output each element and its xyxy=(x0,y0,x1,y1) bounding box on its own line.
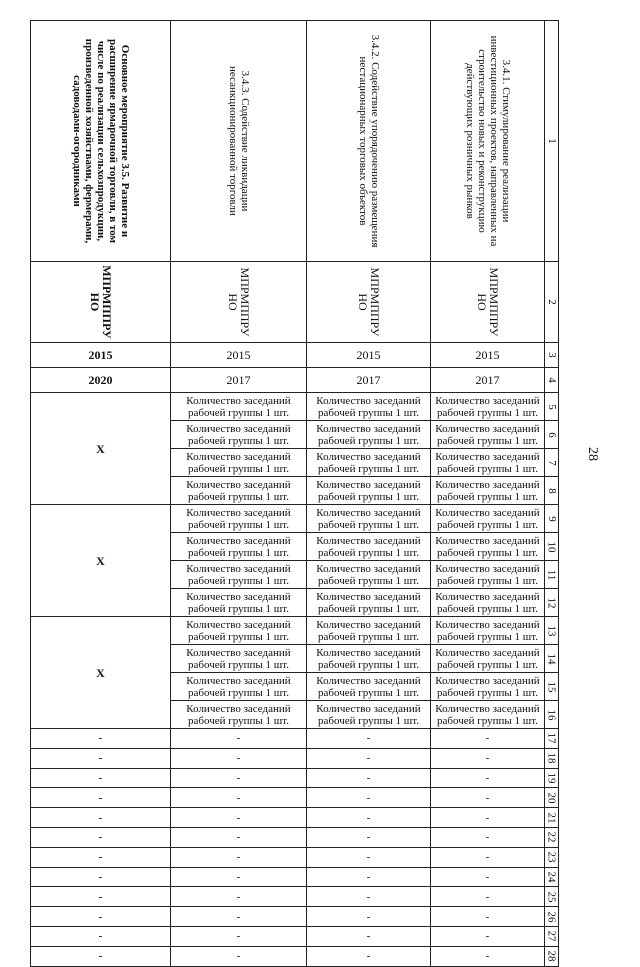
start-date-cell: 2015 xyxy=(307,343,431,368)
agency-text: МПРМППРУ НО xyxy=(355,267,382,337)
indicator-cell: Количество заседаний рабочей группы 1 шт. xyxy=(171,561,307,589)
row-number xyxy=(545,673,559,701)
dash-cell: - xyxy=(171,748,307,768)
title-cell xyxy=(171,21,307,262)
end-date-cell: 2017 xyxy=(431,368,545,393)
column-number xyxy=(545,368,559,393)
indicator-cell: Количество заседаний рабочей группы 1 шт. xyxy=(307,477,431,505)
row-number xyxy=(545,907,559,927)
row-number-text: 5 xyxy=(545,403,558,410)
indicator-cell: Количество заседаний рабочей группы 1 шт. xyxy=(431,477,545,505)
dash-row xyxy=(31,748,559,768)
row-number-text: 26 xyxy=(545,911,558,923)
indicator-cell: Количество заседаний рабочей группы 1 шт. xyxy=(171,477,307,505)
start-date-cell: 2015 xyxy=(431,343,545,368)
row-number xyxy=(545,788,559,808)
dash-cell: - xyxy=(171,907,307,927)
dash-row xyxy=(31,887,559,907)
end-date-cell: 2017 xyxy=(307,368,431,393)
dash-cell: - xyxy=(307,808,431,828)
row-number xyxy=(545,729,559,749)
agency-cell xyxy=(307,262,431,343)
row-number-text: 16 xyxy=(545,709,558,720)
row-number-text: 12 xyxy=(545,597,558,608)
agency-text: МПРМППРУ НО xyxy=(474,267,501,337)
row-number xyxy=(545,561,559,589)
dash-cell: - xyxy=(431,788,545,808)
dash-cell: - xyxy=(431,729,545,749)
indicator-cell: Количество заседаний рабочей группы 1 шт. xyxy=(307,505,431,533)
dash-cell: - xyxy=(171,926,307,946)
indicator-cell: Количество заседаний рабочей группы 1 шт. xyxy=(171,393,307,421)
row-number xyxy=(545,946,559,966)
indicator-row xyxy=(31,617,559,645)
dash-row xyxy=(31,867,559,887)
indicator-cell: Количество заседаний рабочей группы 1 шт. xyxy=(171,701,307,729)
dash-cell: - xyxy=(31,748,171,768)
indicator-cell: Количество заседаний рабочей группы 1 шт. xyxy=(431,393,545,421)
row-number-text: 24 xyxy=(545,871,558,883)
row-number-text: 17 xyxy=(545,732,558,744)
dash-cell: - xyxy=(431,827,545,847)
row-number-text: 25 xyxy=(545,891,558,903)
dash-cell: - xyxy=(431,907,545,927)
indicator-cell: Количество заседаний рабочей группы 1 шт. xyxy=(171,589,307,617)
indicator-cell: Количество заседаний рабочей группы 1 шт. xyxy=(307,589,431,617)
row-number xyxy=(545,808,559,828)
indicator-cell: Количество заседаний рабочей группы 1 шт. xyxy=(307,673,431,701)
dash-cell: - xyxy=(171,729,307,749)
dash-cell: - xyxy=(31,768,171,788)
dash-row xyxy=(31,926,559,946)
agency-row xyxy=(31,262,559,343)
indicator-cell: Количество заседаний рабочей группы 1 шт. xyxy=(431,505,545,533)
group-mark: Х xyxy=(31,617,171,729)
column-title: 3.4.1. Стимулирование реализации инвестиционных проектов, направленных на строительство новых и реконструкцию действующих розничных рынков xyxy=(463,35,512,247)
indicator-cell: Количество заседаний рабочей группы 1 шт. xyxy=(171,673,307,701)
row-number xyxy=(545,505,559,533)
column-title: 3.4.3. Содействие ликвидации несанкционированной торговли xyxy=(226,66,251,216)
row-number-text: 27 xyxy=(545,930,558,942)
agency-cell xyxy=(31,262,171,343)
row-number-text: 18 xyxy=(545,752,558,764)
dash-cell: - xyxy=(171,768,307,788)
dash-cell: - xyxy=(431,946,545,966)
row-number xyxy=(545,748,559,768)
dash-cell: - xyxy=(431,887,545,907)
title-cell xyxy=(31,21,171,262)
row-number xyxy=(545,477,559,505)
row-number-text: 19 xyxy=(545,772,558,784)
dash-row xyxy=(31,847,559,867)
title-row xyxy=(31,21,559,262)
agency-cell xyxy=(171,262,307,343)
indicator-cell: Количество заседаний рабочей группы 1 шт. xyxy=(307,421,431,449)
dash-cell: - xyxy=(31,808,171,828)
indicator-cell: Количество заседаний рабочей группы 1 шт. xyxy=(171,449,307,477)
row-number-text: 8 xyxy=(545,487,558,494)
indicator-cell: Количество заседаний рабочей группы 1 шт. xyxy=(431,561,545,589)
dash-cell: - xyxy=(307,867,431,887)
agency-text: МПРМППРУ НО xyxy=(87,265,114,339)
indicator-cell: Количество заседаний рабочей группы 1 шт. xyxy=(431,589,545,617)
dash-cell: - xyxy=(31,926,171,946)
column-number xyxy=(545,343,559,368)
end-date-cell: 2020 xyxy=(31,368,171,393)
indicator-cell: Количество заседаний рабочей группы 1 шт. xyxy=(307,701,431,729)
row-number xyxy=(545,847,559,867)
row-number-text: 13 xyxy=(545,625,558,636)
indicator-cell: Количество заседаний рабочей группы 1 шт. xyxy=(431,421,545,449)
dash-cell: - xyxy=(171,827,307,847)
row-number-text: 11 xyxy=(545,569,558,580)
dash-cell: - xyxy=(431,926,545,946)
row-number xyxy=(545,617,559,645)
indicator-cell: Количество заседаний рабочей группы 1 шт. xyxy=(171,421,307,449)
indicator-cell: Количество заседаний рабочей группы 1 шт. xyxy=(307,645,431,673)
indicator-row xyxy=(31,393,559,421)
page-number: 28 xyxy=(585,447,600,461)
dash-cell: - xyxy=(431,847,545,867)
dash-cell: - xyxy=(431,808,545,828)
dash-cell: - xyxy=(431,748,545,768)
dash-cell: - xyxy=(431,768,545,788)
row-number-text: 9 xyxy=(545,515,558,522)
dash-row xyxy=(31,808,559,828)
row-number xyxy=(545,533,559,561)
row-number xyxy=(545,393,559,421)
dash-cell: - xyxy=(307,946,431,966)
dash-cell: - xyxy=(31,887,171,907)
dash-cell: - xyxy=(307,887,431,907)
row-number xyxy=(545,645,559,673)
indicator-row xyxy=(31,505,559,533)
indicator-cell: Количество заседаний рабочей группы 1 шт. xyxy=(171,645,307,673)
dash-row xyxy=(31,788,559,808)
dash-row xyxy=(31,729,559,749)
dash-cell: - xyxy=(31,907,171,927)
indicator-cell: Количество заседаний рабочей группы 1 шт. xyxy=(431,533,545,561)
dash-cell: - xyxy=(307,907,431,927)
row-number xyxy=(545,887,559,907)
dash-cell: - xyxy=(307,788,431,808)
row-number xyxy=(545,768,559,788)
row-number-text: 21 xyxy=(545,812,558,824)
row-number-text: 22 xyxy=(545,831,558,843)
indicator-cell: Количество заседаний рабочей группы 1 шт. xyxy=(307,449,431,477)
column-number-text: 1 xyxy=(545,138,558,144)
indicator-cell: Количество заседаний рабочей группы 1 шт. xyxy=(171,533,307,561)
column-title: 3.4.2. Содействие упорядочению размещения нестационарных торговых объектов xyxy=(356,34,381,248)
row-number-text: 23 xyxy=(545,851,558,863)
plan-table xyxy=(30,20,559,967)
indicator-cell: Количество заседаний рабочей группы 1 шт. xyxy=(431,449,545,477)
row-number-text: 14 xyxy=(545,653,558,664)
row-number xyxy=(545,926,559,946)
column-number xyxy=(545,21,559,262)
dash-cell: - xyxy=(31,788,171,808)
row-number-text: 20 xyxy=(545,792,558,804)
dash-row xyxy=(31,946,559,966)
dash-cell: - xyxy=(307,768,431,788)
date-row xyxy=(31,368,559,393)
group-mark: Х xyxy=(31,505,171,617)
agency-text: МПРМППРУ НО xyxy=(225,267,252,337)
dash-cell: - xyxy=(307,827,431,847)
indicator-cell: Количество заседаний рабочей группы 1 шт. xyxy=(431,701,545,729)
dash-cell: - xyxy=(31,847,171,867)
dash-cell: - xyxy=(171,808,307,828)
start-date-cell: 2015 xyxy=(31,343,171,368)
column-number-text: 2 xyxy=(545,299,558,305)
indicator-cell: Количество заседаний рабочей группы 1 шт. xyxy=(307,561,431,589)
indicator-cell: Количество заседаний рабочей группы 1 шт. xyxy=(307,617,431,645)
column-number-text: 3 xyxy=(545,352,558,358)
dash-cell: - xyxy=(307,847,431,867)
row-number xyxy=(545,589,559,617)
column-number xyxy=(545,262,559,343)
row-number xyxy=(545,867,559,887)
date-row xyxy=(31,343,559,368)
indicator-cell: Количество заседаний рабочей группы 1 шт. xyxy=(171,617,307,645)
title-cell xyxy=(307,21,431,262)
indicator-cell: Количество заседаний рабочей группы 1 шт. xyxy=(431,673,545,701)
column-title: Основное мероприятие 3.5. Развитие и расширение ярмарочной торговли, в том числе по реализации сельхозпродукции, произведенной хозяйствами, фермерами, садоводами-огородниками xyxy=(70,38,131,244)
dash-row xyxy=(31,907,559,927)
dash-cell: - xyxy=(307,748,431,768)
dash-cell: - xyxy=(31,867,171,887)
dash-cell: - xyxy=(171,946,307,966)
indicator-cell: Количество заседаний рабочей группы 1 шт. xyxy=(431,617,545,645)
group-mark: Х xyxy=(31,393,171,505)
row-number xyxy=(545,449,559,477)
row-number-text: 6 xyxy=(545,431,558,438)
dash-cell: - xyxy=(31,946,171,966)
indicator-cell: Количество заседаний рабочей группы 1 шт. xyxy=(307,533,431,561)
dash-cell: - xyxy=(171,847,307,867)
indicator-cell: Количество заседаний рабочей группы 1 шт. xyxy=(171,505,307,533)
dash-cell: - xyxy=(171,867,307,887)
dash-cell: - xyxy=(431,867,545,887)
dash-cell: - xyxy=(31,729,171,749)
row-number-text: 28 xyxy=(545,950,558,962)
dash-row xyxy=(31,768,559,788)
row-number xyxy=(545,827,559,847)
indicator-cell: Количество заседаний рабочей группы 1 шт. xyxy=(307,393,431,421)
dash-row xyxy=(31,827,559,847)
dash-cell: - xyxy=(171,788,307,808)
row-number-text: 10 xyxy=(545,541,558,552)
indicator-cell: Количество заседаний рабочей группы 1 шт. xyxy=(431,645,545,673)
column-number-text: 4 xyxy=(545,377,558,383)
row-number xyxy=(545,421,559,449)
agency-cell xyxy=(431,262,545,343)
row-number xyxy=(545,701,559,729)
dash-cell: - xyxy=(307,926,431,946)
start-date-cell: 2015 xyxy=(171,343,307,368)
row-number-text: 15 xyxy=(545,681,558,692)
end-date-cell: 2017 xyxy=(171,368,307,393)
title-cell xyxy=(431,21,545,262)
dash-cell: - xyxy=(307,729,431,749)
dash-cell: - xyxy=(31,827,171,847)
dash-cell: - xyxy=(171,887,307,907)
row-number-text: 7 xyxy=(545,459,558,466)
